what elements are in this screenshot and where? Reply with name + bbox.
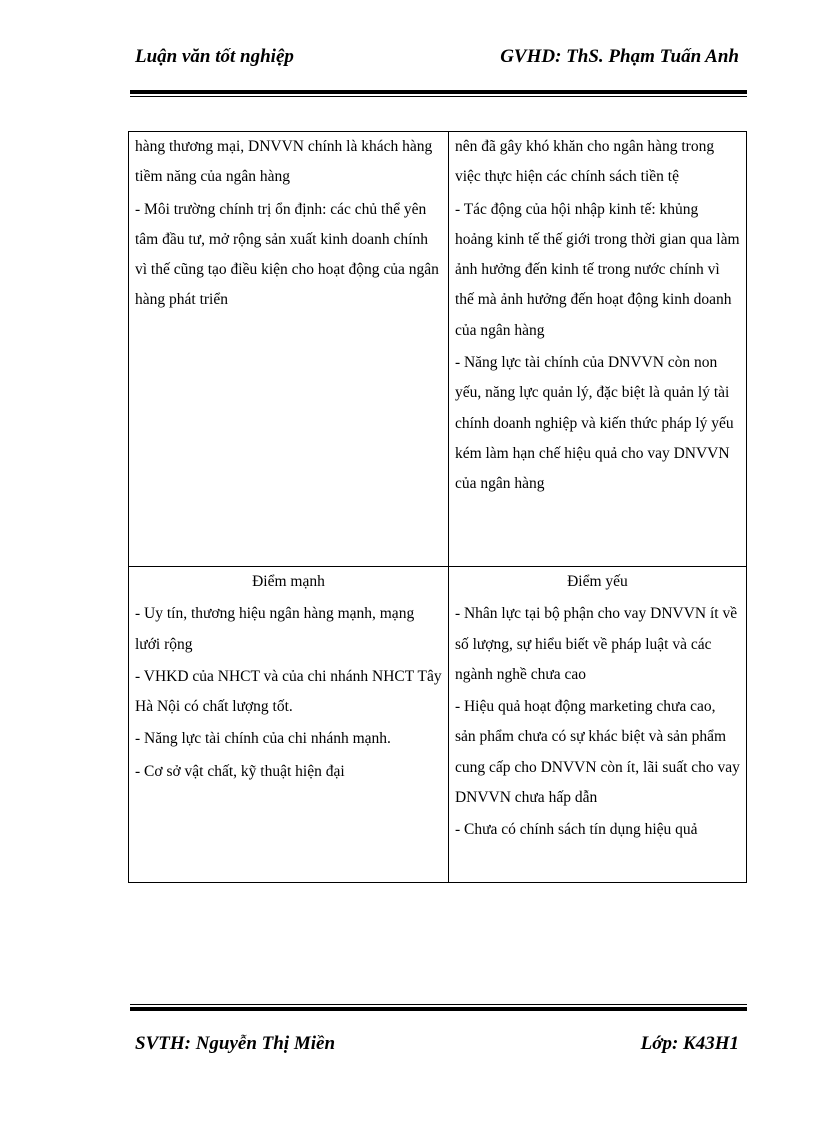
footer-rule-thin [130,1004,747,1005]
table-row [129,567,747,883]
weaknesses-heading: Điểm yếu [567,573,628,590]
header-supervisor: GVHD: ThS. Phạm Tuấn Anh [500,46,739,67]
header-rule-thin [130,96,747,97]
cell-paragraph: - Tác động của hội nhập kinh tế: khủng hoảng kinh tế thế giới trong thời gian qua làm ảnh hưởng đến kinh tế trong nước chính vì thế mà ảnh hưởng đến hoạt động kinh doanh của ngân hàng [454,200,740,339]
cell-paragraph: - Năng lực tài chính của chi nhánh mạnh. [135,730,391,748]
cell-paragraph: - Cơ sở vật chất, kỹ thuật hiện đại [135,762,345,780]
cell-paragraph: - Hiệu quả hoạt động marketing chưa cao, sản phẩm chưa có sự khác biệt và sản phẩm cung cấp cho DNVVN còn ít, lãi suất cho vay DNVVN chưa hấp dẫn [454,698,740,807]
cell-paragraph: - Năng lực tài chính của DNVVN còn non yếu, năng lực quản lý, đặc biệt là quản lý tài chính doanh nghiệp và kiến thức pháp lý yếu kém làm hạn chế hiệu quả cho vay DNVVN của ngân hàng [454,354,734,493]
footer-rule-thick [130,1007,747,1011]
weaknesses-cell [448,567,746,883]
table-row [129,132,747,567]
header-thesis-title: Luận văn tốt nghiệp [135,46,294,67]
opportunities-cell [129,132,449,567]
page-footer [133,1033,745,1063]
swot-table [128,131,747,883]
footer-class: Lớp: K43H1 [640,1033,739,1054]
strengths-heading: Điểm mạnh [252,573,325,590]
cell-paragraph: - Chưa có chính sách tín dụng hiệu quả [454,821,698,839]
strengths-cell [129,567,449,883]
header-rule-thick [130,90,747,94]
cell-paragraph: - Uy tín, thương hiệu ngân hàng mạnh, mạng lưới rộng [135,605,415,653]
cell-paragraph: - Môi trường chính trị ổn định: các chủ thể yên tâm đầu tư, mở rộng sản xuất kinh doanh chính vì thế cũng tạo điều kiện cho hoạt động của ngân hàng phát triển [135,200,439,309]
cell-paragraph: nên đã gây khó khăn cho ngân hàng trong việc thực hiện các chính sách tiền tệ [454,138,715,186]
cell-paragraph: - Nhân lực tại bộ phận cho vay DNVVN ít về số lượng, sự hiểu biết về pháp luật và các ngành nghề chưa cao [454,605,738,683]
threats-cell [448,132,746,567]
page-header [133,46,745,76]
cell-paragraph: hàng thương mại, DNVVN chính là khách hàng tiềm năng của ngân hàng [135,138,433,186]
footer-student-name: SVTH: Nguyễn Thị Miền [135,1033,336,1054]
cell-paragraph: - VHKD của NHCT và của chi nhánh NHCT Tây Hà Nội có chất lượng tốt. [135,667,442,716]
